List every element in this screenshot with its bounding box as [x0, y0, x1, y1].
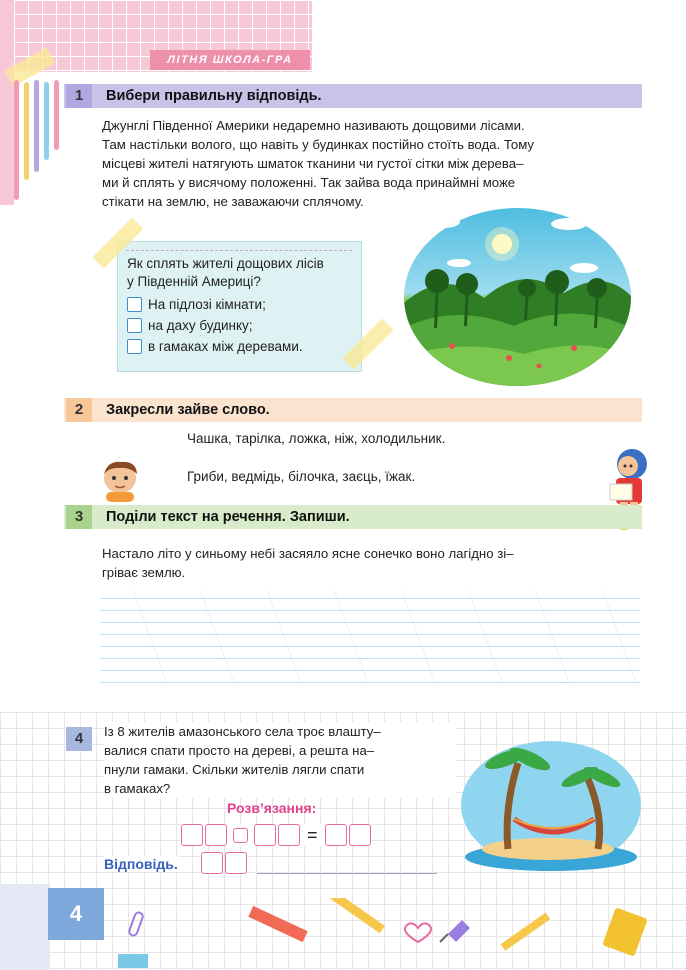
- writing-slant-guides: [100, 590, 640, 682]
- task2-title: Закресли зайве слово.: [106, 402, 270, 418]
- text-line: пнули гамаки. Скільки жителів лягли спати: [104, 762, 365, 777]
- island-illustration: [458, 737, 644, 879]
- text-line: грiває землю.: [102, 565, 186, 580]
- answer-label: Відповідь.: [104, 856, 178, 872]
- paperclip-icon: [128, 911, 144, 936]
- question-line: у Південній Америці?: [127, 274, 261, 289]
- color-stripe: [14, 80, 19, 200]
- pushpin-icon: [440, 920, 470, 942]
- text-line: Там настільки волого, що навіть у будинках постійно стоїть вода. Тому: [102, 137, 535, 152]
- equation-row: [181, 824, 371, 846]
- jungle-illustration: [404, 208, 631, 386]
- task1-text: [102, 116, 640, 211]
- checkbox[interactable]: [127, 339, 142, 354]
- pencil-icon: [331, 898, 385, 933]
- option-label: на даху будинку;: [148, 318, 253, 333]
- pencil-icon: [501, 913, 551, 951]
- task3-title: Поділи текст на речення. Запиши.: [106, 509, 350, 525]
- answer-option-3[interactable]: [127, 336, 324, 357]
- answer-box[interactable]: [254, 824, 276, 846]
- task1-number: 1: [66, 84, 92, 108]
- task2-number: 2: [66, 398, 92, 422]
- answer-option-1[interactable]: [127, 294, 324, 315]
- question-line: Як сплять жителі дощових лісів: [127, 256, 324, 271]
- task4-text: [104, 722, 456, 798]
- option-label: в гамаках між деревами.: [148, 339, 303, 354]
- text-line: в гамаках?: [104, 781, 171, 796]
- text-line: Із 8 жителів амазонського села троє влашту–: [104, 724, 381, 739]
- color-stripe: [24, 82, 29, 180]
- island-hammock-icon: [458, 737, 644, 879]
- answer-box[interactable]: [278, 824, 300, 846]
- option-label: На підлозі кімнати;: [148, 297, 266, 312]
- jungle-scene-icon: [404, 208, 631, 386]
- answer-box[interactable]: [181, 824, 203, 846]
- question-card: [117, 241, 362, 372]
- equals-sign: =: [307, 824, 318, 845]
- operator-box[interactable]: [233, 828, 248, 843]
- color-stripe: [54, 80, 59, 150]
- card-dashed-line: [126, 250, 352, 251]
- eraser-icon: [118, 954, 148, 968]
- answer-box[interactable]: [201, 852, 223, 874]
- color-stripe: [44, 82, 49, 160]
- boy-illustration: [94, 456, 146, 504]
- answer-box[interactable]: [225, 852, 247, 874]
- word-list-1: Чашка, тарілка, ложка, ніж, холодильник.: [187, 431, 446, 446]
- boy-face-icon: [94, 456, 146, 504]
- ruler-icon: [248, 906, 307, 942]
- answer-box[interactable]: [205, 824, 227, 846]
- footer-left-panel: [0, 884, 50, 970]
- text-line: Настало літо у синьому небі засяяло ясне сонечко воно лагідно зі–: [102, 546, 514, 561]
- answer-box[interactable]: [349, 824, 371, 846]
- stationery-doodles: [108, 898, 684, 970]
- answer-line[interactable]: [257, 855, 437, 874]
- word-list-2: Гриби, ведмідь, білочка, заєць, їжак.: [187, 469, 416, 484]
- heart-icon: [405, 923, 431, 942]
- task1-title: Вибери правильну відповідь.: [106, 88, 322, 104]
- answer-box[interactable]: [325, 824, 347, 846]
- task3-text: [102, 544, 640, 582]
- task3-number: 3: [66, 505, 92, 529]
- text-line: валися спати просто на дереві, а решта на–: [104, 743, 375, 758]
- task4-number: 4: [66, 727, 92, 751]
- checkbox[interactable]: [127, 297, 142, 312]
- notebook-icon: [602, 907, 648, 956]
- answer-option-2[interactable]: [127, 315, 324, 336]
- text-line: ми й сплять у висячому положенні. Так зайва вода принаймні може: [102, 175, 516, 190]
- solution-label: Розв’язання:: [227, 800, 317, 816]
- series-banner: ЛІТНЯ ШКОЛА-ГРА: [150, 50, 310, 70]
- color-stripe: [34, 80, 39, 172]
- page-number: 4: [48, 888, 104, 940]
- text-line: стікати на землю, не заважаючи сплячому.: [102, 194, 364, 209]
- text-line: Джунглі Південної Америки недаремно називають дощовими лісами.: [102, 118, 525, 133]
- answer-field[interactable]: [201, 852, 437, 874]
- checkbox[interactable]: [127, 318, 142, 333]
- text-line: місцеві жителі натягують шматок тканини чи густої сітки між дерева–: [102, 156, 524, 171]
- left-decor-strip: [0, 0, 14, 205]
